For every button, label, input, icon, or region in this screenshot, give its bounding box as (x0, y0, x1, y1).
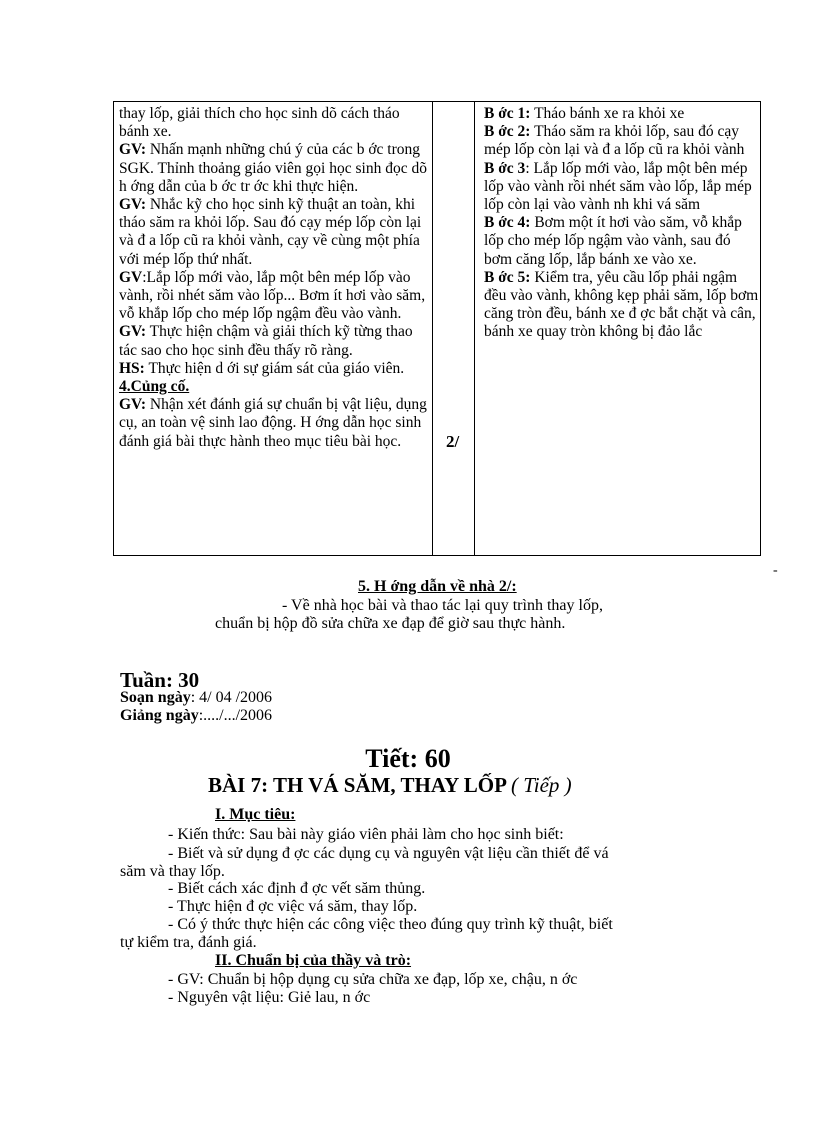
left-text: GV (119, 268, 143, 286)
right-paragraph (484, 269, 759, 342)
left-paragraph (119, 360, 431, 378)
left-paragraph (119, 196, 431, 269)
objective-line-5: - Thực hiện đ ợc việc vá săm, thay lốp. (168, 898, 418, 915)
lesson-content-cell (484, 105, 759, 342)
homework-line-1: - Về nhà học bài và thao tác lại quy trình thay lốp, (282, 597, 603, 614)
right-text: : Lắp lốp mới vào, lắp một bên mép lốp vào vành rồi nhét săm vào lốp, lắp mép lốp còn lại vào vành nh khi vá săm (484, 159, 752, 214)
left-paragraph (119, 396, 431, 451)
left-text: GV: (119, 141, 146, 159)
prepared-date-label: Soạn ngày (120, 689, 191, 706)
left-paragraph (119, 323, 431, 359)
teaching-date-value: :..../.../2006 (198, 707, 273, 724)
prepared-date-value: : 4/ 04 /2006 (190, 689, 273, 706)
right-text: Tháo săm ra khỏi lốp, sau đó cạy mép lốp còn lại và đ a lốp cũ ra khỏi vành (484, 123, 745, 159)
left-text: Thực hiện chậm và giải thích kỹ từng thao tác sao cho học sinh đều thấy rõ ràng. (119, 323, 413, 359)
objective-line-3: săm và thay lốp. (120, 863, 225, 880)
table-divider-2 (474, 102, 475, 555)
left-text: GV: (119, 396, 146, 414)
lesson-title (208, 773, 572, 798)
objective-line-6: - Có ý thức thực hiện các công việc theo đúng quy trình kỹ thuật, biết (168, 916, 613, 933)
objective-line-2: - Biết và sử dụng đ ợc các dụng cụ và nguyên vật liệu cần thiết để vá (168, 845, 609, 862)
left-text: GV: (119, 323, 146, 341)
left-paragraph (119, 105, 431, 141)
section-objectives-heading: I. Mục tiêu: (215, 806, 296, 823)
prepared-date (120, 689, 272, 707)
right-text: B ớc 4: (484, 214, 531, 232)
left-text: Nhấn mạnh những chú ý của các b ớc trong SGK. Thỉnh thoảng giáo viên gọi học sinh đọc dõ h ớng dẫn của b ớc tr ớc khi thực hiện. (119, 141, 427, 195)
margin-dash: - (773, 563, 778, 578)
right-text: B ớc 1: (484, 105, 531, 122)
right-paragraph (484, 160, 759, 215)
objective-line-7: tự kiểm tra, đánh giá. (120, 934, 257, 951)
left-text: GV: (119, 196, 146, 214)
table-divider-1 (432, 102, 433, 555)
left-text: 4.Củng cố. (119, 378, 190, 396)
week-label: Tuần: 30 (120, 668, 200, 692)
right-paragraph (484, 214, 759, 269)
right-text: Kiểm tra, yêu cầu lốp phải ngậm đều vào vành, không kẹp phải săm, lốp bơm căng tròn đều, bánh xe đ ợc bắt chặt và cân, bánh xe quay tròn không bị đảo lắc (484, 268, 759, 341)
lesson-title-text: BÀI 7: TH VÁ SĂM, THAY LỐP (208, 773, 506, 797)
homework-heading: 5. H ớng dẫn về nhà 2/: (358, 578, 517, 595)
section-preparation-heading: II. Chuẩn bị của thầy và trò: (215, 952, 412, 969)
time-cell: 2/ (446, 432, 460, 451)
left-text: Nhận xét đánh giá sự chuẩn bị vật liệu, dụng cụ, an toàn vệ sinh lao động. H ớng dẫn học sinh đánh giá bài thực hành theo mục tiêu bài học. (119, 396, 427, 450)
left-text: Thực hiện d ới sự giám sát của giáo viên. (144, 359, 405, 377)
preparation-line-2: - Nguyên vật liệu: Giẻ lau, n ớc (168, 989, 371, 1006)
right-paragraph (484, 123, 759, 159)
objective-line-4: - Biết cách xác định đ ợc vết săm thủng. (168, 880, 426, 897)
left-paragraph (119, 269, 431, 324)
left-text: :Lắp lốp mới vào, lắp một bên mép lốp vào vành, rồi nhét săm vào lốp... Bơm ít hơi vào săm, vỗ khắp lốp cho mép lốp ngậm đều vào vành. (119, 268, 426, 323)
right-text: B ớc 2: (484, 123, 531, 141)
right-text: B ớc 5: (484, 268, 531, 286)
left-text: Nhắc kỹ cho học sinh kỹ thuật an toàn, khi tháo săm ra khỏi lốp. Sau đó cạy mép lốp còn lại và đ a lốp cũ ra khỏi vành, cạy về cùng một phía với mép lốp thứ nhất. (119, 196, 422, 268)
right-text: B ớc 3 (484, 159, 526, 177)
left-paragraph (119, 141, 431, 196)
teaching-date (120, 707, 272, 725)
preparation-line-1: - GV: Chuẩn bị hộp dụng cụ sửa chữa xe đạp, lốp xe, chậu, n ớc (168, 971, 578, 988)
left-text: thay lốp, giải thích cho học sinh dõ cách tháo bánh xe. (119, 105, 400, 141)
left-paragraph (119, 378, 431, 396)
homework-line-2: chuẩn bị hộp đồ sửa chữa xe đạp để giờ sau thực hành. (215, 615, 566, 632)
lesson-number: Tiết: 60 (365, 744, 451, 773)
objective-line-1: - Kiến thức: Sau bài này giáo viên phải làm cho học sinh biết: (168, 826, 564, 843)
right-text: Bơm một ít hơi vào săm, vỗ khắp lốp cho mép lốp ngậm vào vành, sau đó bơm căng lốp, lắp bánh xe vào xe. (484, 214, 742, 268)
left-text: HS: (119, 359, 145, 377)
right-text: Tháo bánh xe ra khỏi xe (530, 105, 685, 122)
lesson-subtitle: ( Tiếp ) (511, 773, 572, 797)
right-paragraph (484, 105, 759, 123)
teacher-activities-cell (119, 105, 431, 451)
lesson-table (113, 101, 761, 556)
teaching-date-label: Giảng ngày (120, 707, 199, 724)
